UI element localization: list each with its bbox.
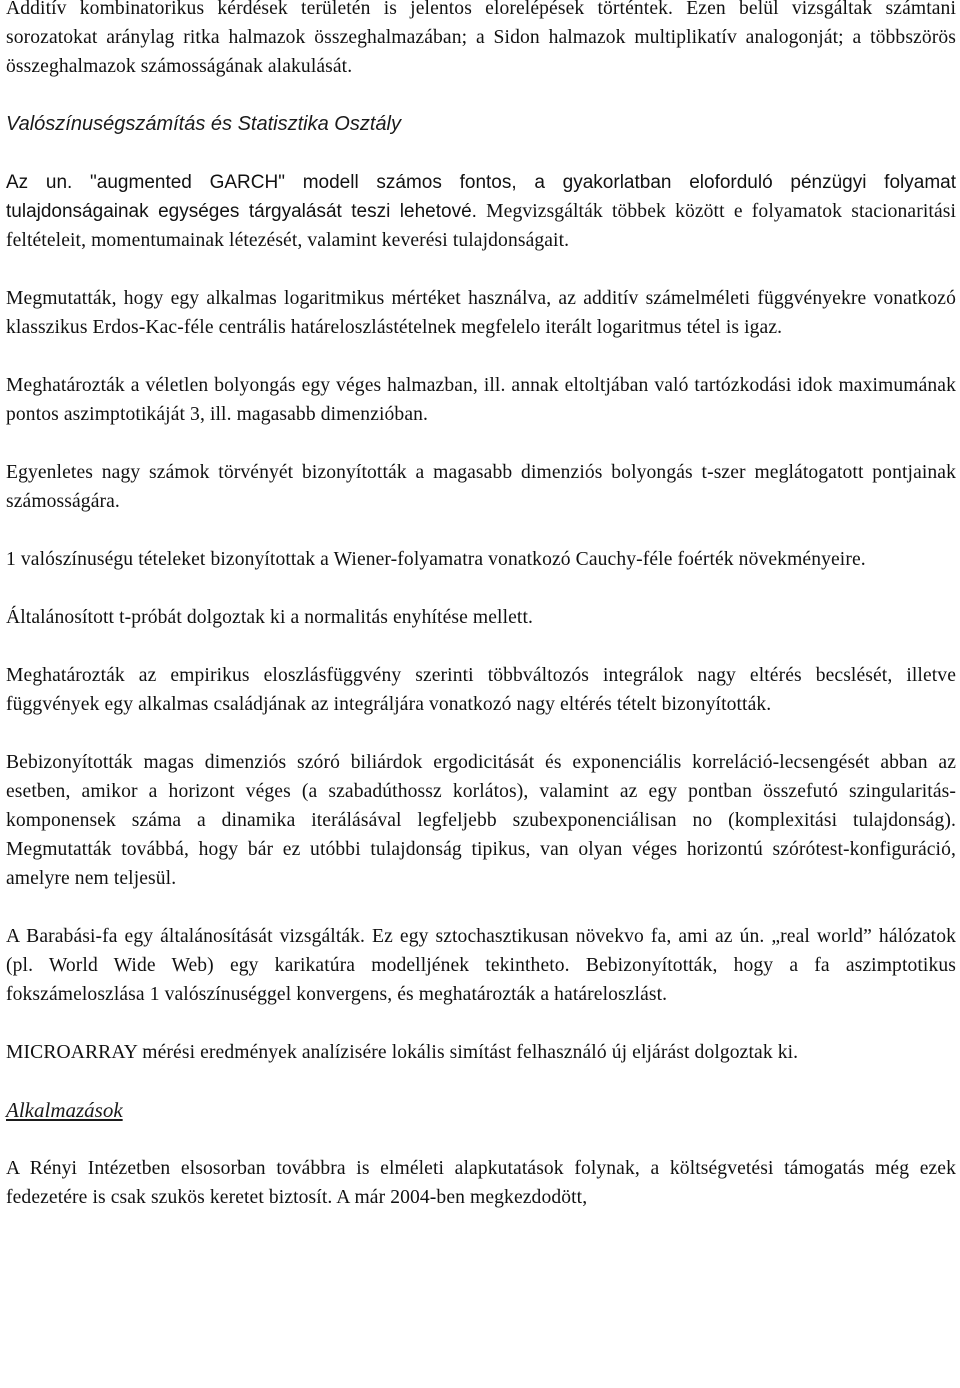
paragraph-garch-part-b: Megvizsgálták többek között e folyamatok stacionaritási feltételeit, momentumainak létezését, valamint keverési tulajdonságait.: [6, 201, 957, 251]
paragraph-law-of-large-numbers: Egyenletes nagy számok törvényét bizonyították a magasabb dimenziós bolyongás t-szer meglátogatott pontjainak számosságára.: [6, 462, 956, 512]
paragraph-erdos-kac: Megmutatták, hogy egy alkalmas logaritmikus mértéket használva, az additív számelméleti függvényekre vonatkozó klasszikus Erdos-Kac-féle centrális határeloszlástételnek megfelelo iterált logaritmus tétel is igaz.: [6, 288, 956, 338]
paragraph-microarray: MICROARRAY mérési eredmények analízisére lokális simítást felhasználó új eljárást dolgoztak ki.: [6, 1042, 799, 1063]
paragraph-random-walk: Meghatározták a véletlen bolyongás egy véges halmazban, ill. annak eltoltjában való tartózkodási idok maximumának pontos aszimptotikáját 3, ill. magasabb dimenzióban.: [6, 375, 956, 425]
paragraph-additive-combinatorics: Additív kombinatorikus kérdések területén is jelentos elorelépések történtek. Ezen belül vizsgáltak számtani sorozatokat aránylag ritka halmazok összeghalmazában; a Sidon halmazok multiplikatív analogonját; a többszörös összeghalmazok számosságának alakulását.: [6, 0, 956, 77]
section-heading-probability-statistics: Valószínuségszámítás és Statisztika Osztály: [6, 113, 401, 135]
paragraph-empirical-distribution: Meghatározták az empirikus eloszlásfüggvény szerinti többváltozós integrálok nagy eltérés becslését, illetve függvények egy alkalmas családjának az integráljára vonatkozó nagy eltérés tételt bizonyították.: [6, 665, 956, 715]
section-heading-applications: Alkalmazások: [6, 1098, 123, 1122]
paragraph-t-test: Általánosított t-próbát dolgoztak ki a normalitás enyhítése mellett.: [6, 607, 533, 628]
paragraph-renyi-institute: A Rényi Intézetben elsosorban továbbra is elméleti alapkutatások folynak, a költségvetési támogatás még ezek fedezetére is csak szukös keretet biztosít. A már 2004-ben megkezdodött,: [6, 1158, 956, 1208]
paragraph-billiards: Bebizonyították magas dimenziós szóró biliárdok ergodicitását és exponenciális korreláció-lecsengését abban az esetben, amikor a horizont véges (a szabadúthossz korlátos), valamint az egy pontban összefutó szingularitás-komponensek száma a dinamika iterálásával legfeljebb szubexponenciálisan no (komplexitási tulajdonság). Megmutatták továbbá, hogy bár ez utóbbi tulajdonság tipikus, van olyan véges horizontú szórótest-konfiguráció, amelyre nem teljesül.: [6, 752, 956, 889]
paragraph-garch-part-a: Az un. "augmented GARCH" modell számos fontos, a gyakorlatban eloforduló pénzügyi folyamat tulajdonságainak egységes tárgyalását teszi lehetové.: [6, 172, 956, 222]
paragraph-wiener-process: 1 valószínuségu tételeket bizonyítottak a Wiener-folyamatra vonatkozó Cauchy-féle foérték növekményeire.: [6, 549, 866, 570]
paragraph-barabasi-tree: A Barabási-fa egy általánosítását vizsgálták. Ez egy sztochasztikusan növekvo fa, ami az ún. „real world” hálózatok (pl. World Wide Web) egy karikatúra modelljének tekintheto. Bebizonyították, hogy a fa aszimptotikus fokszámeloszlása 1 valószínuséggel konvergens, és meghatározták a határeloszlást.: [6, 926, 956, 1005]
paragraph-garch: [6, 168, 956, 255]
document-page: [6, 0, 956, 1212]
